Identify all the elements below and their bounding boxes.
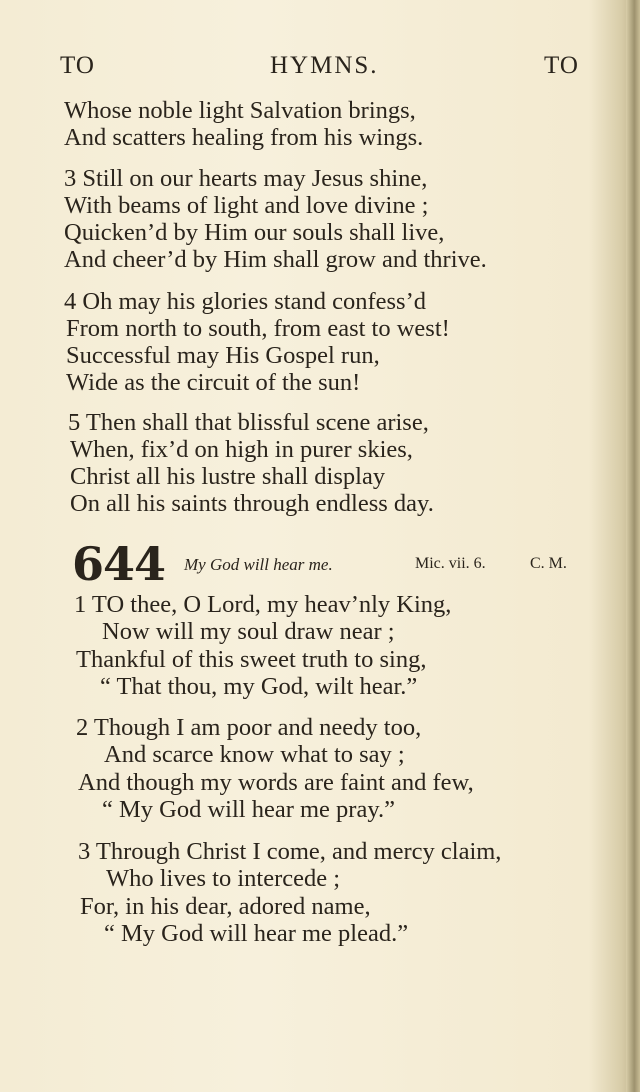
verse-line: “ My God will hear me plead.” bbox=[104, 920, 409, 947]
verse-line: Who lives to intercede ; bbox=[106, 865, 341, 892]
hymn-number: 644 bbox=[72, 537, 166, 591]
verse-line: From north to south, from east to west! bbox=[66, 315, 450, 342]
verse-line: Christ all his lustre shall display bbox=[70, 463, 386, 490]
verse-line: And scarce know what to say ; bbox=[104, 741, 405, 768]
running-header bbox=[60, 52, 590, 86]
verse-line: Wide as the circuit of the sun! bbox=[66, 369, 361, 396]
verse-line: Quicken’d by Him our souls shall live, bbox=[64, 219, 445, 246]
verse-line: Successful may His Gospel run, bbox=[66, 342, 380, 369]
verse-line: 2 Though I am poor and needy too, bbox=[76, 714, 422, 741]
header-title: HYMNS. bbox=[270, 52, 379, 79]
verse-line: “ That thou, my God, wilt hear.” bbox=[100, 673, 418, 700]
verse-line: When, fix’d on high in purer skies, bbox=[70, 436, 413, 463]
header-right: TO bbox=[544, 52, 579, 79]
verse-line: With beams of light and love divine ; bbox=[64, 192, 429, 219]
scripture-reference: Mic. vii. 6. bbox=[415, 555, 486, 572]
verse-line: And scatters healing from his wings. bbox=[64, 124, 424, 151]
verse-line: 1 TO thee, O Lord, my heav’nly King, bbox=[74, 591, 452, 618]
verse-line: And cheer’d by Him shall grow and thrive. bbox=[64, 246, 487, 273]
header-left: TO bbox=[60, 52, 95, 79]
verse-line: Thankful of this sweet truth to sing, bbox=[76, 646, 427, 673]
verse-line: 4 Oh may his glories stand confess’d bbox=[64, 288, 426, 315]
hymn-title: My God will hear me. bbox=[184, 555, 333, 574]
verse-line: Whose noble light Salvation brings, bbox=[64, 97, 416, 124]
verse-line: 3 Through Christ I come, and mercy claim, bbox=[78, 838, 502, 865]
page-edge bbox=[626, 0, 640, 1092]
hymn-heading bbox=[72, 537, 592, 591]
verse-line: 3 Still on our hearts may Jesus shine, bbox=[64, 165, 428, 192]
hymn-meter: C. M. bbox=[530, 555, 567, 572]
verse-line: 5 Then shall that blissful scene arise, bbox=[68, 409, 429, 436]
verse-line: For, in his dear, adored name, bbox=[80, 893, 371, 920]
verse-line: Now will my soul draw near ; bbox=[102, 618, 395, 645]
verse-line: And though my words are faint and few, bbox=[78, 769, 474, 796]
verse-line: On all his saints through endless day. bbox=[70, 490, 434, 517]
verse-line: “ My God will hear me pray.” bbox=[102, 796, 395, 823]
